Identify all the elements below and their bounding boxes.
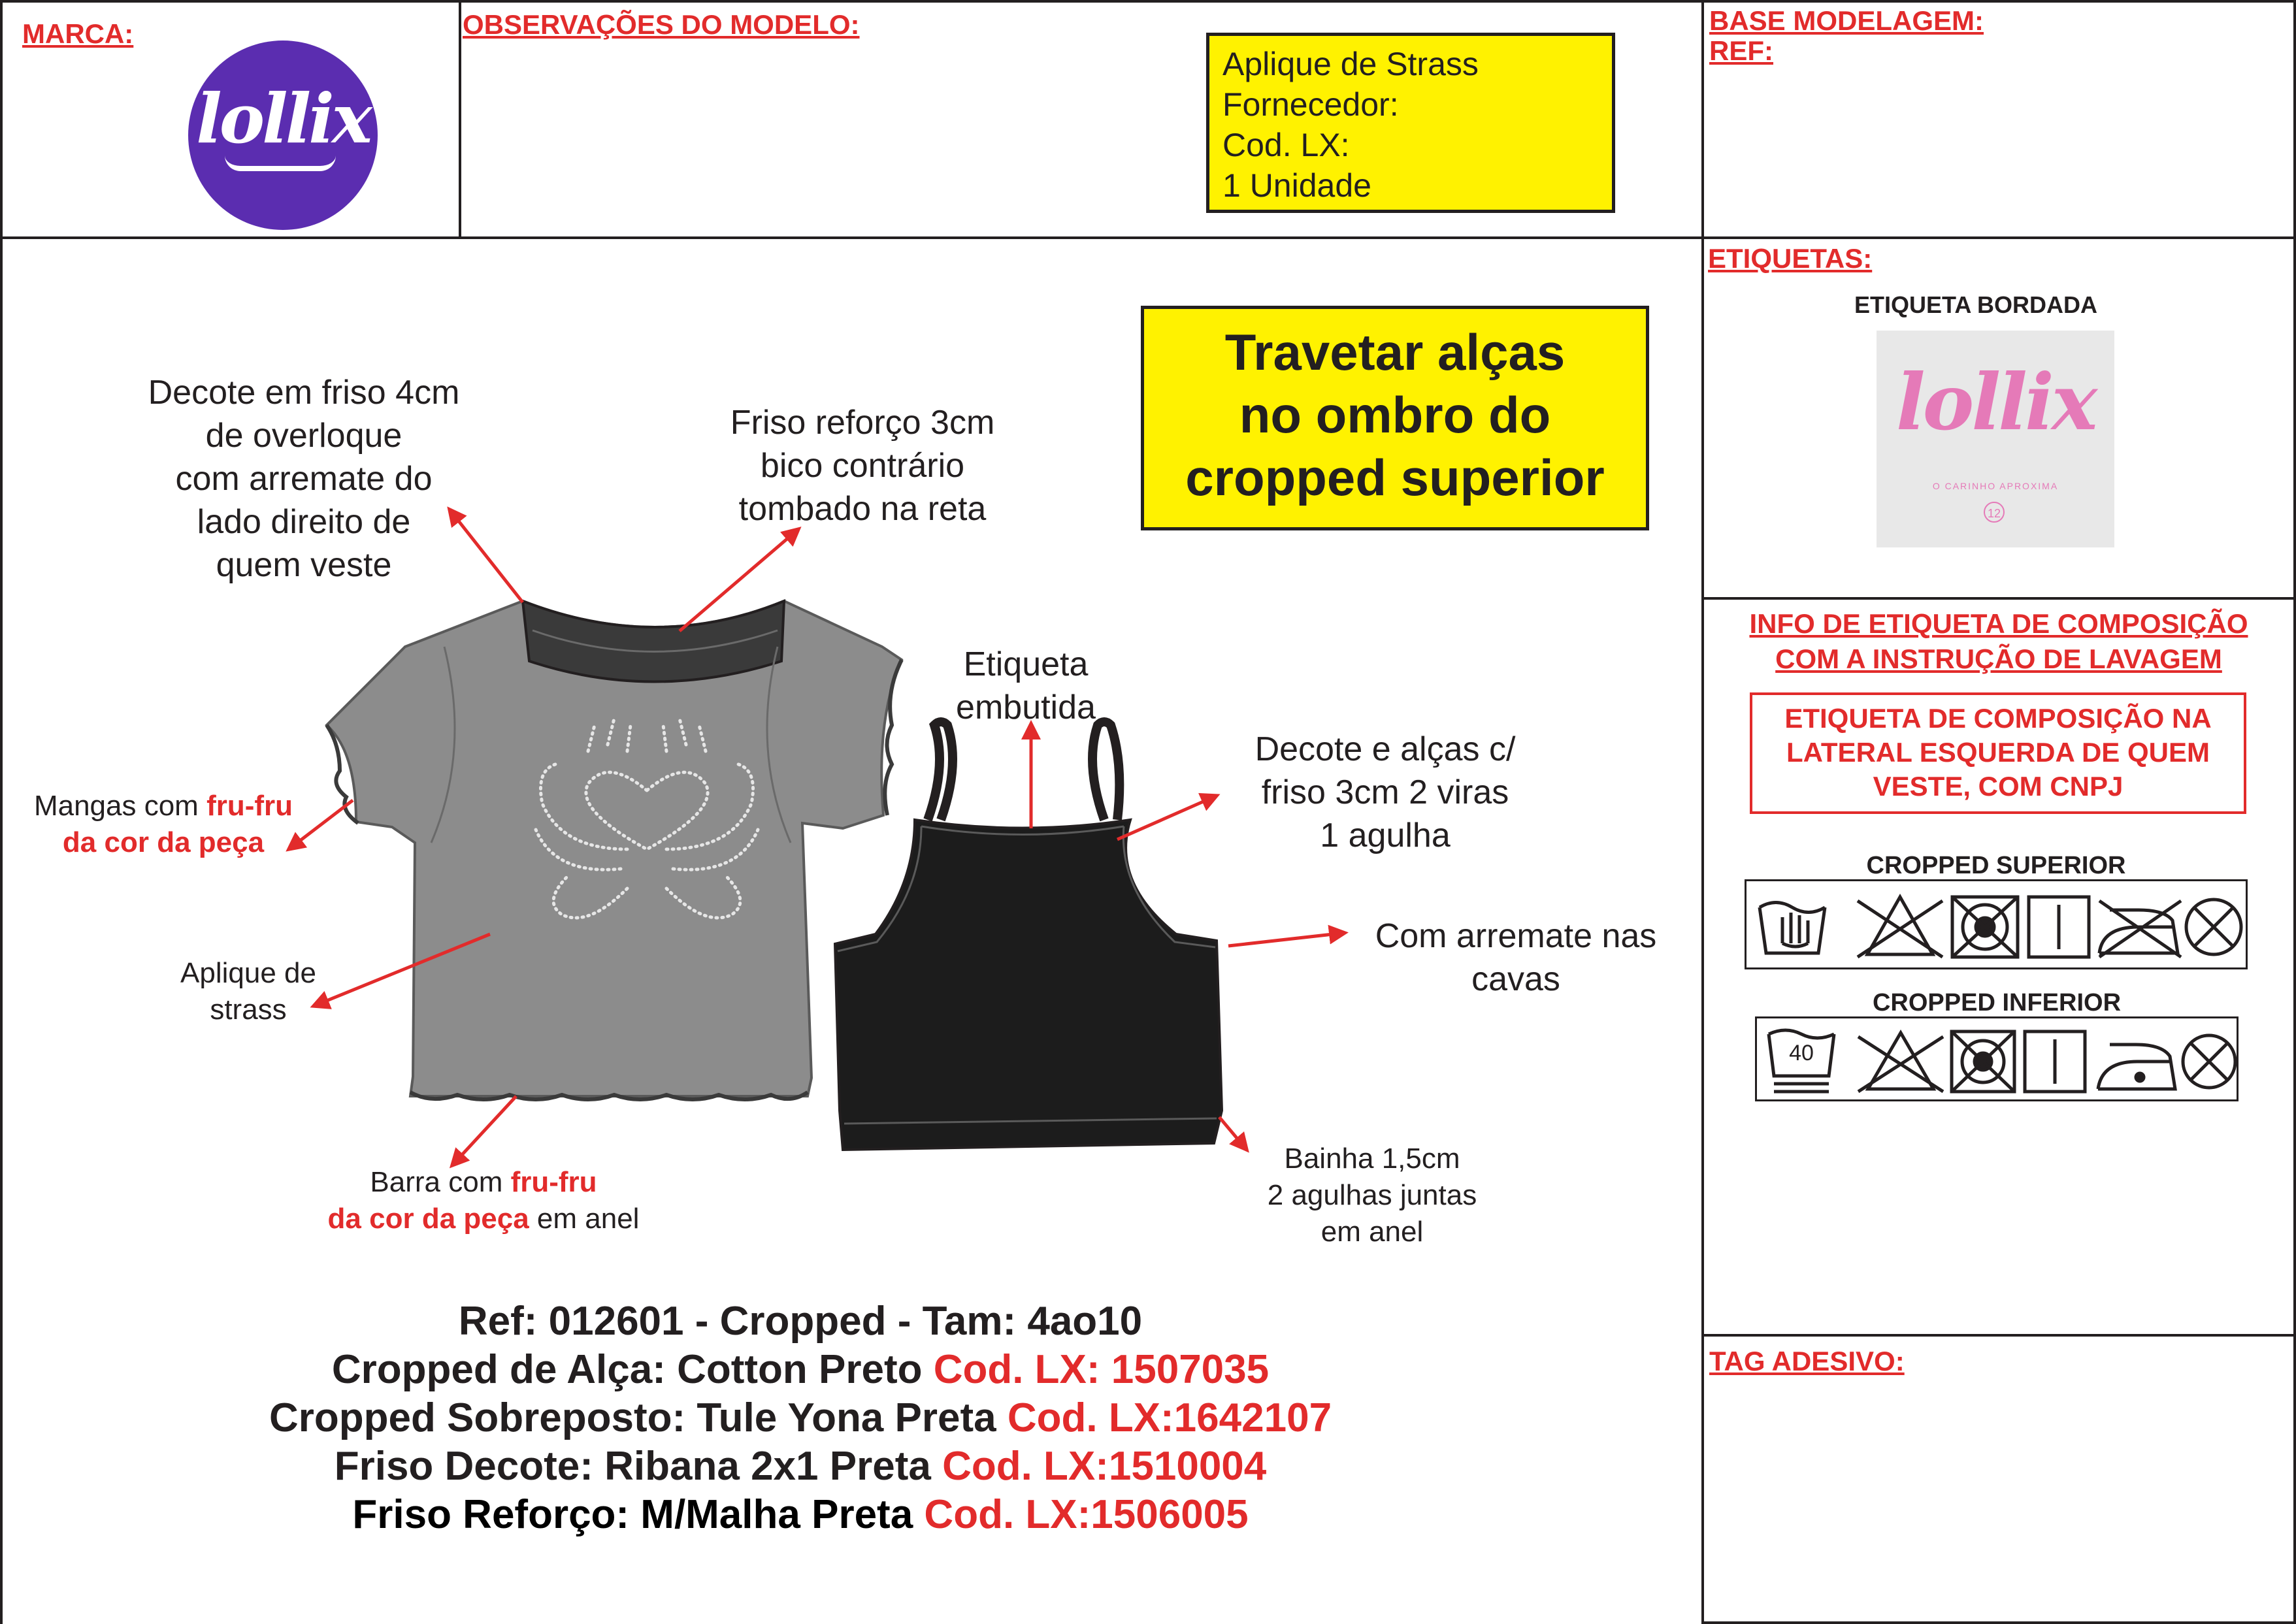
note-bainha-2: 2 agulhas juntas [1267,1179,1477,1211]
base-modelagem-label: BASE MODELAGEM: [1709,5,1984,36]
spec-line-5-code: Cod. LX:1506005 [924,1492,1249,1537]
note-decote-4: lado direito de [197,503,411,541]
label-size-badge: 12 [1984,502,2005,523]
no-tumble-dry-icon [1952,897,2018,957]
spec-line-4 [0,1442,1601,1491]
spec-line-4-code: Cod. LX:1510004 [942,1444,1267,1489]
line-dry-icon [2029,897,2089,957]
note-decote-alcas-1: Decote e alças c/ [1255,730,1516,768]
brand-logo-text: lollix [196,78,370,159]
no-bleach-icon [1858,1033,1943,1092]
care-superior-box [1745,879,2248,969]
note-arremate-1: Com arremate nas [1375,917,1657,955]
note-friso [680,401,1045,530]
note-bainha [1215,1141,1529,1250]
aplique-line-1: Aplique de Strass [1222,46,1479,82]
ref-label: REF: [1709,35,1773,66]
no-tumble-dry-icon [1952,1031,2014,1092]
care-superior-title: CROPPED SUPERIOR [1866,852,2126,879]
camisole-drawing [835,722,1222,1150]
arrow-arremate [1228,933,1345,946]
sidebar-divider-3 [1701,1334,2296,1337]
note-friso-1: Friso reforço 3cm [730,404,995,442]
spec-line-4-text: Friso Decote: Ribana 2x1 Preta [334,1444,943,1489]
etiquetas-label: ETIQUETAS: [1708,243,1873,274]
care-inferior-title: CROPPED INFERIOR [1872,989,2122,1016]
note-decote-alcas [1196,728,1575,857]
note-bainha-3: em anel [1320,1216,1424,1248]
info-composicao-title [1701,606,2296,677]
wash-temp-label: 40 [1789,1041,1814,1065]
composition-line-2: LATERAL ESQUERDA DE QUEM [1786,737,2210,768]
note-decote [91,371,516,587]
note-etiqueta-1: Etiqueta [963,645,1089,683]
spec-line-5-text: Friso Reforço: M/Malha Preta [352,1492,925,1537]
no-iron-icon [2099,901,2181,957]
spec-line-2 [0,1346,1601,1394]
info-title-line-1: INFO DE ETIQUETA DE COMPOSIÇÃO [1749,608,2248,639]
info-title-line-2: COM A INSTRUÇÃO DE LAVAGEM [1775,643,2222,674]
composition-line-3: VESTE, COM CNPJ [1873,771,2124,802]
line-dry-icon [2025,1031,2085,1092]
note-decote-1: Decote em friso 4cm [148,374,460,412]
label-logo-text: lollix [1895,357,2095,447]
no-dry-clean-icon [2183,1035,2235,1088]
spec-line-2-text: Cropped de Alça: Cotton Preto [331,1347,934,1392]
care-inferior-box [1755,1016,2239,1101]
note-decote-2: de overloque [205,417,402,455]
spec-line-3-text: Cropped Sobreposto: Tule Yona Preta [269,1395,1008,1440]
note-decote-3: com arremate do [175,460,433,498]
note-aplique-1: Aplique de [180,957,316,989]
note-barra-red-1: fru-fru [510,1166,597,1198]
note-barra-red-2: da cor da peça [327,1203,529,1235]
note-friso-2: bico contrário [760,447,965,485]
note-decote-alcas-2: friso 3cm 2 viras [1261,773,1509,811]
note-barra-post: em anel [529,1203,640,1235]
iron-low-icon [2098,1045,2175,1089]
spec-line-3 [0,1394,1601,1442]
note-mangas-red-2: da cor da peça [62,826,265,858]
composition-line-1: ETIQUETA DE COMPOSIÇÃO NA [1784,703,2212,734]
no-bleach-icon [1858,897,1943,957]
aplique-line-4: 1 Unidade [1222,167,1371,204]
spec-line-3-code: Cod. LX:1642107 [1007,1395,1332,1440]
note-arremate [1346,915,1686,1001]
note-decote-5: quem veste [216,546,392,584]
note-decote-alcas-3: 1 agulha [1320,817,1451,854]
embroidered-label-image [1877,331,2114,547]
label-tagline: O CARINHO APROXIMA [1932,481,2059,491]
aplique-line-2: Fornecedor: [1222,86,1399,123]
spec-line-1-text: Ref: 012601 - Cropped - Tam: 4ao10 [458,1299,1143,1344]
no-dry-clean-icon [2186,900,2241,954]
aplique-line-3: Cod. LX: [1222,127,1350,163]
note-barra [274,1164,693,1237]
spec-line-1 [0,1297,1601,1346]
note-etiqueta [895,643,1156,729]
note-etiqueta-2: embutida [956,689,1096,726]
care-superior-symbols [1747,881,2250,971]
spec-line-2-code: Cod. LX: 1507035 [933,1347,1270,1392]
sidebar-divider-1 [1701,236,2296,239]
spec-list [0,1297,1601,1539]
tag-adesivo-label: TAG ADESIVO: [1709,1346,1905,1376]
note-bainha-1: Bainha 1,5cm [1284,1143,1460,1175]
sidebar-divider-2 [1701,597,2296,600]
marca-label: MARCA: [22,18,134,49]
note-mangas-pre: Mangas com [33,790,207,822]
note-friso-3: tombado na reta [738,490,987,528]
etiqueta-bordada-title: ETIQUETA BORDADA [1854,291,2097,318]
note-mangas-red-1: fru-fru [206,790,293,822]
care-inferior-symbols [1757,1018,2240,1103]
hand-wash-icon [1760,903,1825,954]
travetar-line-2: no ombro do [1239,386,1551,444]
arrow-barra [452,1096,516,1165]
note-aplique [131,955,366,1028]
wash-40-icon [1769,1030,1834,1092]
note-mangas [0,788,327,861]
note-aplique-2: strass [210,994,287,1026]
travetar-line-3: cropped superior [1185,449,1605,506]
travetar-line-1: Travetar alças [1224,323,1566,381]
note-barra-pre: Barra com [370,1166,511,1198]
note-arremate-2: cavas [1471,960,1560,998]
spec-line-5 [0,1491,1601,1539]
composition-note-box [1750,692,2246,814]
obs-label: OBSERVAÇÕES DO MODELO: [463,9,860,40]
tshirt-drawing [327,601,902,1099]
